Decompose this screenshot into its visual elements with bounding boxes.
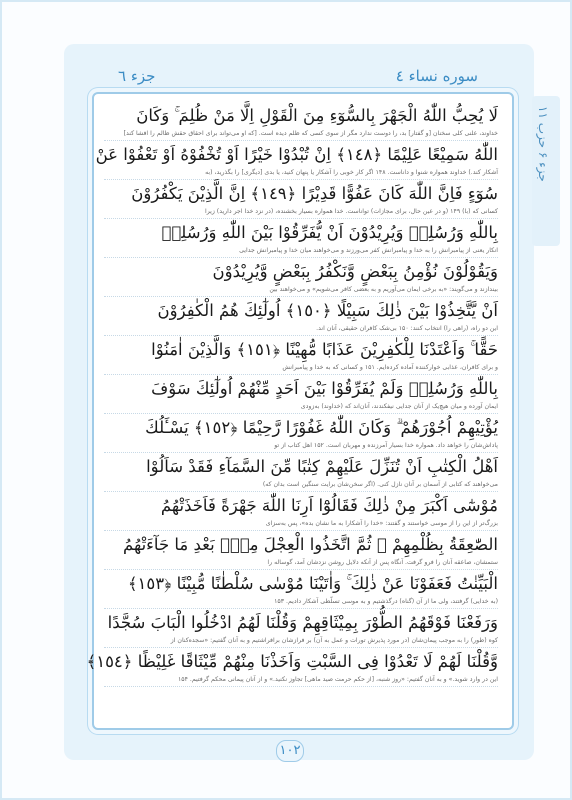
line-8 [104,377,498,414]
translation-text: بزرگ‌تر از این را از موسی خواستند و گفتند: «خدا را آشکارا به ما نشان بده»، پس به‌سزای [104,517,498,531]
line-12 [104,533,498,570]
arabic-text: وَّقُلْنَا لَهُمْ لَا تَعْدُوْا فِى السَّبْتِ وَاَخَذْنَا مِنْهُمْ مِّيْثَاقًا غَلِيْظًا ﴿١٥٤﴾ [86,652,498,671]
arabic-text: سُوٓءٍ فَاِنَّ اللّٰهَ كَانَ عَفُوًّا قَدِيْرًا ﴿١٤٩﴾ اِنَّ الَّذِيْنَ يَكْفُرُوْنَ [131,184,498,203]
line-9 [104,416,498,453]
translation-text: آشکار کند.) خداوند همواره شنوا و داناست. ۱۴۸ اگر کار خوبی را آشکار یا پنهان کنید، یا بدی [دیگری] را بگذرید، (به [104,166,498,180]
line-6 [104,299,498,336]
translation-text: بیندازند و می‌گویند: «به برخی ایمان می‌آوریم و به بعضی کافر می‌شویم» و می‌خواهند بین [104,283,498,297]
arabic-text: وَيَقُوْلُوْنَ نُؤْمِنُ بِبَعْضٍ وَّنَكْفُرُ بِبَعْضٍ وَّيُرِيْدُوْنَ [212,262,498,281]
translation-text: کسانی که (با) ۱۴۹ (و در عین حال، برای مجازات) تواناست. خدا همواره بسیار بخشنده، (در نزد خدا اجر دارید) زیرا [104,205,498,219]
side-tab-label: جزء ۶ حزب ۱۱ [536,106,550,182]
translation-text: ستمشان، صاعقه آنان را فرو گرفت. آنگاه پس از آنکه دلایل روشن نزدشان آمد، گوساله را [104,556,498,570]
arabic-text: اَنْ يَّتَّخِذُوْا بَيْنَ ذٰلِكَ سَبِيْلًا ﴿١٥٠﴾ اُولٰٓئِكَ هُمُ الْكٰفِرُوْنَ [157,301,498,320]
translation-text: این دو راه، (راهی را) انتخاب کنند: ۱۵۰ بی‌شک کافران حقیقی، آنان اند. [104,322,498,336]
arabic-text: بِاللّٰهِ وَرُسُلِهٖ وَيُرِيْدُوْنَ اَنْ يُّفَرِّقُوْا بَيْنَ اللّٰهِ وَرُسُلِهٖ [161,223,498,242]
translation-text: و برای کافران، عذابی خوارکننده آماده کرده‌ایم. ۱۵۱ و کسانی که به خدا و پیامبرانش [104,361,498,375]
juz-side-tab [532,96,560,246]
page-header [118,64,478,88]
line-15 [86,650,498,687]
arabic-text: الْبَيِّنٰتُ فَعَفَوْنَا عَنْ ذٰلِكَ ۚ وَاٰتَيْنَا مُوْسٰى سُلْطٰنًا مُّبِيْنًا ﴿١٥٣﴾ [127,574,498,593]
juz-label: جزء ٦ [118,67,156,85]
translation-text: انکار یعنی از پیامبرانش را به خدا و پیامبرانش کفر می‌ورزند و می‌خواهند میان خدا و پیامبرانش جدایی [104,244,498,258]
line-4 [104,221,498,258]
line-7 [104,338,498,375]
page-number: ١٠٢ [276,740,304,762]
line-5 [104,260,498,297]
translation-text: کوه (طور) را به موجب پیمان‌شان (در مورد پذیرش تورات و عمل به آن) بر فرازشان برافراشتیم و به آنان گفتیم: «سجده‌کنان از [104,634,498,648]
line-1 [104,104,498,141]
arabic-text: حَقًّا ۚ وَاَعْتَدْنَا لِلْكٰفِرِيْنَ عَذَابًا مُّهِيْنًا ﴿١٥١﴾ وَالَّذِيْنَ اٰمَنُوْا [151,340,498,359]
verse-lines [86,104,498,689]
arabic-text: اَهْلُ الْكِتٰبِ اَنْ تُنَزِّلَ عَلَيْهِمْ كِتٰبًا مِّنَ السَّمَآءِ فَقَدْ سَاَلُوْا [146,457,498,476]
line-10 [104,455,498,492]
arabic-text: اللّٰهُ سَمِيْعًا عَلِيْمًا ﴿١٤٨﴾ اِنْ تُبْدُوْا خَيْرًا اَوْ تُخْفُوْهُ اَوْ تَعْفُوْا عَنْ [95,145,498,164]
arabic-text: الصّٰعِقَةُ بِظُلْمِهِمْ ۚ ثُمَّ اتَّخَذُوا الْعِجْلَ مِنْۢ بَعْدِ مَا جَآءَتْهُمُ [122,535,498,554]
arabic-text: بِاللّٰهِ وَرُسُلِهٖ وَلَمْ يُفَرِّقُوْا بَيْنَ اَحَدٍ مِّنْهُمْ اُولٰٓئِكَ سَوْفَ [151,379,498,398]
line-13 [104,572,498,609]
arabic-text: مُوْسٰٓى اَكْبَرَ مِنْ ذٰلِكَ فَقَالُوْٓا اَرِنَا اللّٰهَ جَهْرَةً فَاَخَذَتْهُمُ [160,496,498,515]
translation-text: (به خدایی) گرفتند، ولی ما از آن (گناه) درگذشتیم و به موسی تسلّطی آشکار دادیم. ۱۵۳ [104,595,498,609]
translation-text: ایمان آورده و میان هیچ‌یک از آنان جدایی نیفکندند، آنان‌اند که (خداوند) به‌زودی [104,400,498,414]
translation-text: خداوند، علنی کلی سخنان [و گفتار] بد، را دوست ندارد مگر از سوی کسی که ظلم دیده است. [که او می‌تواند برای احقاق حقش ظالم را افشا کند] [104,127,498,141]
translation-text: پاداش‌شان را خواهد داد. همواره خدا بسیار آمرزنده و مهربان است. ۱۵۲ اهل کتاب از تو [104,439,498,453]
arabic-text: يُؤْتِيْهِمْ اُجُوْرَهُمْ ۗ وَكَانَ اللّٰهُ غَفُوْرًا رَّحِيْمًا ﴿١٥٢﴾ يَسْـَٔلُكَ [145,418,498,437]
surah-label: سوره نساء ٤ [395,67,478,85]
translation-text: این در وارد شوید.» و به آنان گفتیم: «روز شنبه، [از حکم حرمت صید ماهی] تجاوز نکنید.» و از آنان پیمانی محکم گرفتیم. ۱۵۴ [104,673,498,687]
arabic-text: وَرَفَعْنَا فَوْقَهُمُ الطُّوْرَ بِمِيْثَاقِهِمْ وَقُلْنَا لَهُمُ ادْخُلُوا الْبَابَ سُجَّدًا [107,613,498,632]
translation-text: می‌خواهند که کتابی از آسمان بر آنان نازل کنی. (اگر سخن‌شان برایت سنگین است بدان که) [104,478,498,492]
line-14 [104,611,498,648]
line-2 [95,143,498,180]
line-3 [104,182,498,219]
arabic-text: لَا يُحِبُّ اللّٰهُ الْجَهْرَ بِالسُّوٓءِ مِنَ الْقَوْلِ اِلَّا مَنْ ظُلِمَ ۚ وَكَانَ [136,106,498,125]
line-11 [104,494,498,531]
